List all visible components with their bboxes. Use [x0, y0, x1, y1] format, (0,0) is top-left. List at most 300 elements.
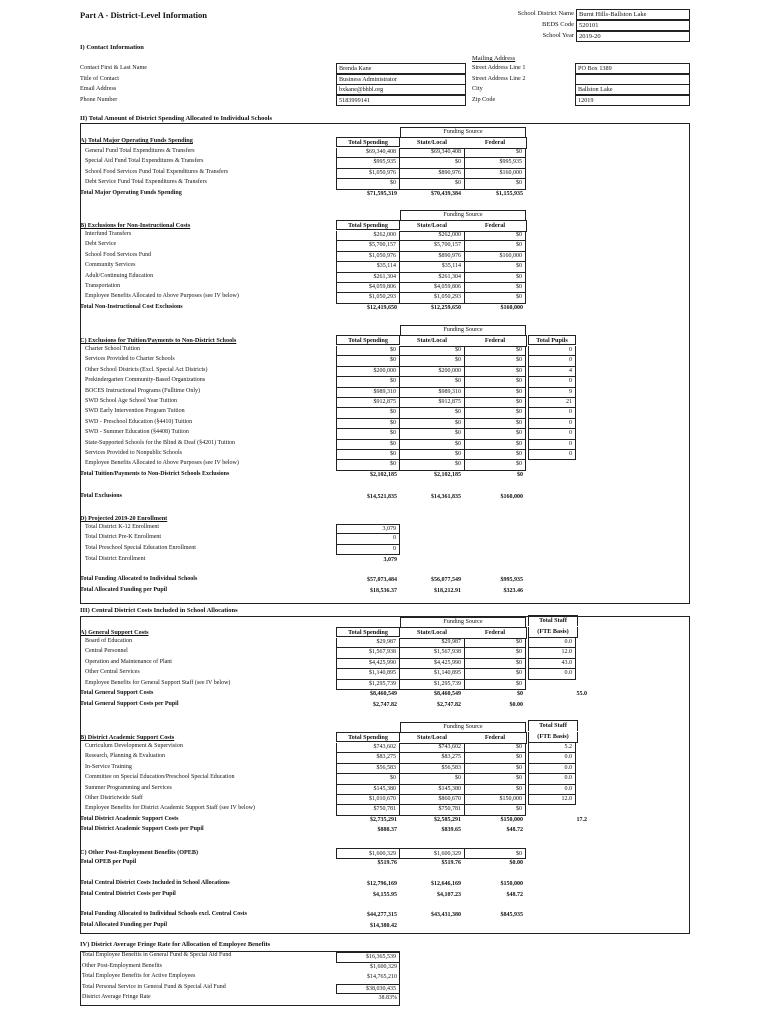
state-local-cell: $0	[400, 158, 464, 168]
row-label: School Food Services Fund	[85, 251, 152, 258]
staff-cell: 0.0	[528, 764, 576, 774]
row-label: Research, Planning & Evaluation	[85, 753, 165, 760]
total-spending-total: $12,419,650	[367, 304, 397, 311]
total-spending-cell: $29,987	[336, 638, 400, 648]
fringe-label: Total Employee Benefits in General Fund & Special Aid Fund	[82, 952, 232, 958]
funding-source-box	[400, 127, 526, 137]
federal-cell: $0	[464, 460, 526, 470]
state-local-total	[400, 922, 464, 932]
federal-cell: $0	[464, 388, 526, 398]
federal-cell: $0	[464, 148, 526, 158]
federal-cell: $0	[464, 785, 526, 795]
total-spending-cell: $912,875	[336, 398, 400, 408]
row-label: Adult/Continuing Education	[85, 272, 154, 279]
state-local-cell: $0	[400, 346, 464, 356]
state-local-header: State/Local	[400, 220, 464, 232]
total-spending-total: $888.37	[377, 827, 397, 834]
row-label: SWD - Summer Education (§4408) Tuition	[85, 429, 189, 436]
mailing-value: 12019	[575, 95, 690, 106]
federal-total: $1,155,935	[496, 190, 523, 197]
funding-source-box	[400, 325, 526, 335]
federal-cell: $150,000	[464, 795, 526, 805]
federal-cell: $0	[464, 377, 526, 387]
state-local-cell: $0	[400, 408, 464, 418]
staff-header-fte: (FTE Basis)	[528, 732, 578, 743]
federal-total: $150,000	[500, 816, 523, 823]
pupils-cell: 0	[528, 356, 576, 366]
total-row-label: Total Allocated Funding per Pupil	[80, 922, 168, 928]
section-3a-title: A) General Support Costs	[80, 629, 149, 636]
state-local-total: $2,102,185	[434, 471, 461, 478]
federal-cell: $0	[464, 753, 526, 763]
federal-cell: $0	[464, 648, 526, 658]
federal-cell: $0	[464, 419, 526, 429]
pupils-cell: 4	[528, 367, 576, 377]
total-spending-cell: $1,010,670	[336, 795, 400, 805]
federal-cell: $160,000	[464, 169, 526, 179]
state-local-header: State/Local	[400, 137, 464, 149]
total-spending-header: Total Spending	[336, 335, 400, 345]
pupils-cell: 9	[528, 388, 576, 398]
state-local-cell: $4,059,806	[400, 283, 464, 293]
total-spending-total: $2,747.82	[373, 702, 397, 708]
opeb-state: $1,600,329	[400, 848, 464, 859]
state-local-cell: $1,050,293	[400, 293, 464, 303]
state-local-total: $2,747.82	[437, 702, 461, 708]
total-spending-cell: $5,700,157	[336, 241, 400, 251]
total-spending-total: $14,380.42	[370, 923, 397, 929]
federal-header: Federal	[464, 220, 527, 232]
total-spending-cell: $0	[336, 774, 400, 784]
pupils-cell: 0	[528, 408, 576, 418]
state-local-total: $12,646,169	[431, 881, 461, 887]
fringe-value: 38.83%	[378, 995, 397, 1002]
state-local-cell: $0	[400, 179, 464, 189]
row-label: Curriculum Development & Supervision	[85, 743, 183, 749]
row-label: Other Central Services	[85, 669, 140, 676]
total-spending-cell: $750,781	[336, 805, 400, 815]
total-spending-cell: $262,000	[336, 231, 400, 241]
staff-cell: 5.2	[528, 743, 576, 753]
federal-cell: $160,000	[464, 252, 526, 262]
state-local-total: $18,212.91	[434, 587, 461, 594]
section-3b-title: B) District Academic Support Costs	[80, 734, 175, 741]
total-row-label: Total General Support Costs	[80, 690, 154, 696]
federal-total: $48.72	[506, 892, 523, 898]
pupils-cell: 0	[528, 377, 576, 387]
staff-header: Total Staff	[528, 615, 578, 626]
row-label: Employee Benefits for General Support Staff (see IV below)	[85, 679, 231, 686]
total-spending-cell: $0	[336, 450, 400, 460]
total-spending-cell: $200,000	[336, 367, 400, 377]
federal-cell: $0	[464, 743, 526, 753]
federal-total: $0.00	[509, 702, 523, 708]
staff-cell: 0.0	[528, 638, 576, 648]
row-label: School Food Services Fund Total Expenditures & Transfers	[85, 168, 228, 175]
federal-cell: $0	[464, 273, 526, 283]
enrollment-total-label: Total District Enrollment	[85, 556, 146, 562]
funding-source-header: Funding Source	[443, 128, 483, 135]
state-local-cell: $35,114	[400, 262, 464, 272]
enrollment-label: Total District Pre-K Enrollment	[85, 534, 162, 541]
year-value: 2019-20	[576, 31, 690, 42]
staff-cell: 0.0	[528, 774, 576, 784]
pupils-cell: 0	[528, 346, 576, 356]
total-spending-cell: $56,583	[336, 764, 400, 774]
pupils-header: Total Pupils	[528, 335, 576, 345]
fringe-label: Total Personal Service in General Fund & Special Aid Fund	[82, 983, 226, 990]
staff-header-fte: (FTE Basis)	[528, 627, 578, 638]
row-label: Other School Districts (Excl. Special Act Districts)	[85, 366, 208, 373]
federal-total: $0	[517, 471, 523, 478]
row-label: Interfund Transfers	[85, 231, 132, 237]
opeb-federal: $0	[464, 848, 526, 859]
pupils-cell: 0	[528, 450, 576, 460]
row-label: Employee Benefits Allocated to Above Purposes (see IV below)	[85, 460, 239, 467]
state-local-cell: $860,670	[400, 795, 464, 805]
total-spending-header: Total Spending	[336, 137, 400, 147]
total-spending-total: $8,460,549	[370, 691, 397, 697]
enrollment-value: 0	[336, 545, 400, 555]
total-spending-cell: $4,059,806	[336, 283, 400, 293]
total-spending-cell: $0	[336, 429, 400, 439]
federal-cell: $0	[464, 659, 526, 669]
total-spending-cell: $0	[336, 377, 400, 387]
contact-label: Contact First & Last Name	[80, 64, 148, 71]
row-label: SWD School Age School Year Tuition	[85, 398, 178, 404]
federal-total: $323.46	[503, 587, 523, 594]
total-spending-cell: $989,310	[336, 388, 400, 398]
total-row-label: Total District Academic Support Costs	[80, 815, 179, 822]
funding-source-box	[400, 617, 526, 627]
federal-total: $845,935	[500, 912, 523, 918]
total-spending-cell: $4,425,990	[336, 659, 400, 669]
contact-value: 5183999141	[336, 95, 466, 106]
funding-source-box	[400, 210, 526, 220]
enrollment-total-value: 3,079	[383, 557, 397, 563]
total-spending-cell: $261,304	[336, 273, 400, 283]
state-local-cell: $750,781	[400, 805, 464, 815]
beds-label: BEDS Code	[542, 21, 574, 28]
federal-cell: $0	[464, 408, 526, 418]
funding-source-box	[400, 722, 526, 732]
federal-cell: $0	[464, 293, 526, 303]
total-spending-total: $4,155.95	[373, 892, 397, 898]
federal-total	[464, 922, 526, 932]
funding-source-header: Funding Source	[443, 723, 483, 730]
total-spending-cell: $1,050,293	[336, 293, 400, 303]
state-local-cell: $743,602	[400, 743, 464, 753]
state-local-cell: $989,310	[400, 388, 464, 398]
total-spending-cell: $0	[336, 408, 400, 418]
federal-cell: $0	[464, 669, 526, 679]
state-local-cell: $890,976	[400, 252, 464, 262]
fringe-label: Other Post-Employment Benefits	[82, 962, 162, 969]
state-local-total: $12,259,650	[431, 304, 461, 311]
row-label: Employee Benefits for District Academic Support Staff (see IV below)	[85, 805, 255, 812]
federal-cell: $0	[464, 805, 526, 815]
state-local-cell: $200,000	[400, 367, 464, 377]
row-label: State-Supported Schools for the Blind & Deaf (§4201) Tuition	[85, 439, 235, 446]
state-local-cell: $890,976	[400, 169, 464, 179]
section-2c-title: C) Exclusions for Tuition/Payments to Non-District Schools	[80, 337, 237, 344]
federal-cell: $0	[464, 367, 526, 377]
section-3c-title: C) Other Post-Employment Benefits (OPEB)	[80, 849, 199, 856]
federal-cell: $0	[464, 356, 526, 366]
fringe-label: District Average Fringe Rate	[82, 994, 151, 1001]
total-row-label: Total Funding Allocated to Individual Schools	[80, 576, 198, 582]
federal-cell: $0	[464, 262, 526, 272]
state-local-cell: $912,875	[400, 398, 464, 408]
total-spending-header: Total Spending	[336, 732, 400, 742]
state-local-total: $4,107.23	[437, 892, 461, 898]
staff-cell	[528, 805, 576, 815]
district-name-label: School District Name	[517, 10, 574, 17]
state-local-header: State/Local	[400, 732, 464, 744]
state-local-cell: $145,380	[400, 785, 464, 795]
total-spending-total: $519.76	[377, 860, 397, 866]
enrollment-value: 0	[336, 534, 400, 544]
state-local-total: $14,361,835	[431, 494, 461, 500]
extra-total: 17.2	[576, 816, 587, 823]
extra-total: 55.0	[576, 691, 587, 697]
staff-cell: 0.0	[528, 753, 576, 763]
funding-source-header: Funding Source	[443, 211, 483, 218]
state-local-total: $70,439,384	[431, 190, 461, 197]
funding-source-header: Funding Source	[443, 618, 483, 625]
total-row-label: Total Allocated Funding per Pupil	[80, 586, 168, 593]
total-row-label: Total Central District Costs per Pupil	[80, 891, 176, 897]
total-spending-header: Total Spending	[336, 627, 400, 637]
total-spending-cell: $0	[336, 419, 400, 429]
federal-total: $160,000	[500, 494, 523, 500]
staff-cell: 12.0	[528, 795, 576, 805]
federal-cell: $0	[464, 231, 526, 241]
fringe-value: $14,765,210	[367, 974, 397, 981]
total-spending-total: $44,277,315	[367, 912, 397, 918]
fringe-label: Total Employee Benefits for Active Employees	[82, 973, 196, 980]
federal-cell: $0	[464, 346, 526, 356]
section-3-heading: III) Central District Costs Included in School Allocations	[80, 607, 238, 614]
state-local-cell: $4,425,990	[400, 659, 464, 669]
federal-cell: $0	[464, 429, 526, 439]
federal-cell: $0	[464, 241, 526, 251]
pupils-cell: 21	[528, 398, 576, 408]
total-spending-cell: $995,935	[336, 158, 400, 168]
mailing-label: Street Address Line 2	[472, 74, 526, 82]
federal-cell: $0	[464, 398, 526, 408]
total-row-label: Total Non-Instructional Cost Exclusions	[80, 303, 183, 310]
total-spending-cell: $1,050,976	[336, 169, 400, 179]
federal-cell: $0	[464, 283, 526, 293]
pupils-cell: 0	[528, 419, 576, 429]
mailing-label: City	[472, 85, 483, 92]
state-local-cell: $1,567,938	[400, 648, 464, 658]
staff-cell: 43.0	[528, 659, 576, 669]
state-local-cell: $1,295,739	[400, 680, 464, 690]
total-spending-header: Total Spending	[336, 220, 400, 230]
federal-cell: $0	[464, 764, 526, 774]
row-label: Central Personnel	[85, 648, 128, 655]
state-local-cell: $5,700,157	[400, 241, 464, 251]
total-spending-total: $12,796,169	[367, 881, 397, 887]
federal-cell: $0	[464, 440, 526, 450]
contact-heading: I) Contact Information	[80, 44, 144, 51]
enrollment-label: Total District K-12 Enrollment	[85, 524, 160, 530]
federal-cell: $0	[464, 680, 526, 690]
beds-value: 520101	[576, 20, 690, 31]
pupils-cell	[528, 460, 576, 470]
state-local-total: $8,460,549	[434, 691, 461, 697]
section-2a-title: A) Total Major Operating Funds Spending	[80, 137, 193, 144]
federal-header: Federal	[464, 335, 527, 347]
state-local-header: State/Local	[400, 335, 464, 347]
state-local-cell: $0	[400, 440, 464, 450]
contact-value: Business Administrator	[336, 74, 466, 85]
federal-cell: $995,935	[464, 158, 526, 168]
total-spending-cell: $83,275	[336, 753, 400, 763]
section-4-heading: IV) District Average Fringe Rate for Allocation of Employee Benefits	[80, 941, 271, 948]
row-label: Services Provided to Charter Schools	[85, 356, 175, 363]
total-row-label: Total OPEB per Pupil	[80, 859, 137, 865]
mailing-value: PO Box 1389	[575, 63, 690, 74]
row-label: Debt Service Fund Total Expenditures & Transfers	[85, 179, 207, 186]
state-local-cell: $261,304	[400, 273, 464, 283]
total-spending-cell: $69,340,408	[336, 148, 400, 158]
mailing-value: Ballston Lake	[575, 84, 690, 95]
section-2-heading: II) Total Amount of District Spending Allocated to Individual Schools	[80, 115, 272, 122]
state-local-cell: $0	[400, 429, 464, 439]
row-label: General Fund Total Expenditures & Transfers	[85, 148, 195, 154]
state-local-cell: $0	[400, 450, 464, 460]
total-spending-cell: $1,050,976	[336, 252, 400, 262]
state-local-cell: $69,340,408	[400, 148, 464, 158]
contact-label: Phone Number	[80, 95, 118, 103]
state-local-total: $519.76	[441, 860, 461, 866]
row-label: Community Services	[85, 262, 136, 269]
total-spending-cell: $1,140,895	[336, 669, 400, 679]
state-local-total: $2,585,291	[434, 816, 461, 823]
row-label: Transportation	[85, 283, 121, 289]
row-label: Summer Programming and Services	[85, 784, 172, 791]
federal-cell: $0	[464, 179, 526, 189]
section-2d-title: D) Projected 2019-20 Enrollment	[80, 515, 168, 522]
staff-cell: 0.0	[528, 785, 576, 795]
state-local-cell: $1,140,895	[400, 669, 464, 679]
staff-cell	[528, 680, 576, 690]
staff-cell: 0.0	[528, 669, 576, 679]
federal-cell: $0	[464, 638, 526, 648]
state-local-cell: $56,583	[400, 764, 464, 774]
state-local-cell: $262,000	[400, 231, 464, 241]
total-spending-cell: $0	[336, 356, 400, 366]
staff-header: Total Staff	[528, 720, 578, 731]
row-label: Special Aid Fund Total Expenditures & Transfers	[85, 158, 204, 165]
total-spending-cell: $0	[336, 346, 400, 356]
row-label: Charter School Tuition	[85, 346, 141, 352]
total-row-label: Total Exclusions	[80, 493, 122, 499]
row-label: Other Districtwide Staff	[85, 795, 143, 801]
row-label: Services Provided to Nonpublic Schools	[85, 450, 182, 456]
row-label: Employee Benefits Allocated to Above Purposes (see IV below)	[85, 293, 239, 300]
total-spending-cell: $35,114	[336, 262, 400, 272]
mailing-heading: Mailing Address	[472, 55, 516, 62]
enrollment-value: 3,079	[336, 524, 400, 534]
mailing-label: Zip Code	[472, 95, 496, 103]
total-row-label: Total Central District Costs Included in School Allocations	[80, 880, 230, 886]
state-local-cell: $0	[400, 377, 464, 387]
row-label: SWD Early Intervention Program Tuition	[85, 408, 185, 415]
section-2b-title: B) Exclusions for Non-Instructional Costs	[80, 222, 191, 229]
federal-cell: $0	[464, 774, 526, 784]
contact-value: bxkane@bhbl.org	[336, 84, 466, 95]
pupils-cell: 0	[528, 440, 576, 450]
row-label: BOCES Instructional Programs (Fulltime Only)	[85, 387, 200, 394]
total-spending-total: $2,735,291	[370, 816, 397, 823]
fringe-value: $38,030,435	[336, 984, 400, 995]
total-spending-cell: $0	[336, 440, 400, 450]
row-label: Board of Education	[85, 638, 132, 644]
federal-total: $0	[517, 691, 523, 697]
contact-value: Brenda Kane	[336, 63, 466, 74]
state-local-cell: $0	[400, 774, 464, 784]
total-spending-total: $14,521,835	[367, 494, 397, 500]
row-label: Operation and Maintenance of Plant	[85, 658, 172, 665]
state-local-cell: $0	[400, 356, 464, 366]
federal-total: $48.72	[506, 827, 523, 834]
total-spending-cell: $145,380	[336, 785, 400, 795]
total-row-label: Total Tuition/Payments to Non-District Schools Exclusions	[80, 470, 230, 477]
district-name-value: Burnt Hills-Ballston Lake	[576, 9, 690, 20]
federal-header: Federal	[464, 627, 527, 639]
row-label: Debt Service	[85, 241, 117, 248]
federal-total: $0.00	[509, 860, 523, 866]
total-row-label: Total Major Operating Funds Spending	[80, 189, 182, 196]
contact-label: Title of Contact	[80, 74, 119, 82]
state-local-header: State/Local	[400, 627, 464, 639]
total-spending-total: $2,102,185	[370, 471, 397, 478]
row-label: Prekindergarten Community-Based Organizations	[85, 377, 206, 384]
fringe-value: $1,600,329	[370, 963, 397, 970]
federal-header: Federal	[464, 732, 527, 744]
federal-cell: $0	[464, 450, 526, 460]
federal-total: $160,000	[500, 304, 523, 311]
state-local-total: $839.65	[441, 827, 461, 834]
state-local-cell: $0	[400, 419, 464, 429]
total-spending-cell: $0	[336, 460, 400, 470]
row-label: In-Service Training	[85, 763, 132, 770]
contact-label: Email Address	[80, 85, 117, 92]
funding-source-header: Funding Source	[443, 326, 483, 333]
fringe-value: $16,365,539	[336, 952, 400, 963]
total-spending-cell: $1,295,739	[336, 680, 400, 690]
state-local-cell: $0	[400, 460, 464, 470]
federal-total: $150,000	[500, 881, 523, 887]
federal-header: Federal	[464, 137, 527, 149]
total-spending-total: $57,073,484	[367, 577, 397, 583]
total-row-label: Total Funding Allocated to Individual Schools excl. Central Costs	[80, 911, 247, 917]
enrollment-label: Total Preschool Special Education Enrollment	[85, 544, 196, 551]
total-spending-cell: $1,567,938	[336, 648, 400, 658]
total-spending-cell: $0	[336, 179, 400, 189]
year-label: School Year	[542, 32, 574, 39]
total-spending-cell: $743,602	[336, 743, 400, 753]
opeb-total: $1,600,329	[336, 848, 400, 859]
page-title: Part A - District-Level Information	[80, 10, 207, 20]
state-local-cell: $83,275	[400, 753, 464, 763]
row-label: SWD - Preschool Education (§4410) Tuition	[85, 418, 193, 425]
staff-cell: 12.0	[528, 648, 576, 658]
